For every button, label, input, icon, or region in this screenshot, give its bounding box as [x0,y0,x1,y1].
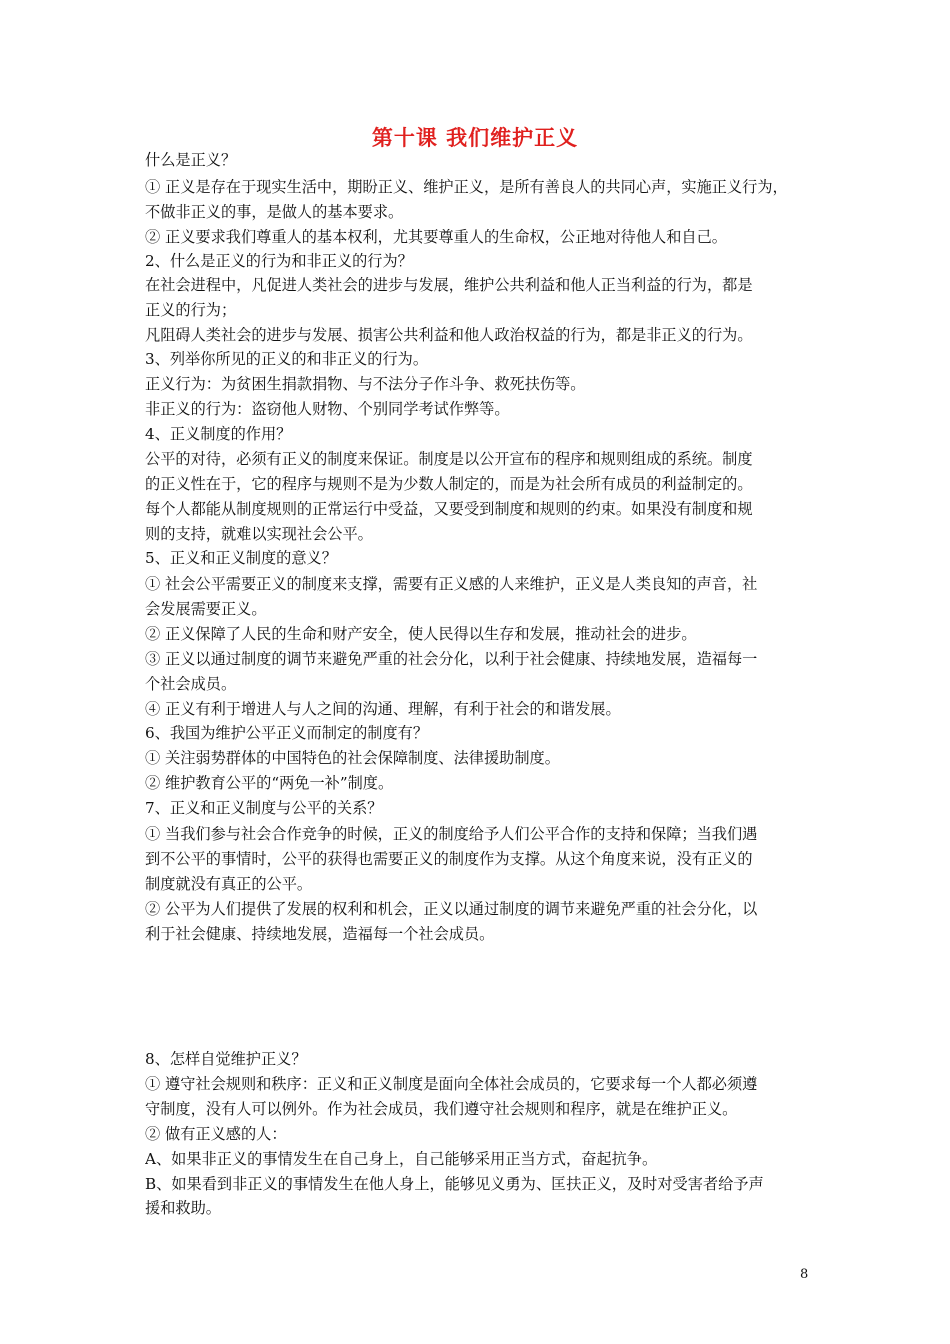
text-line: 个社会成员。 [145,675,237,693]
text-line: 制度就没有真正的公平。 [145,875,313,893]
text-line: 到不公平的事情时，公平的获得也需要正义的制度作为支撑。从这个角度来说，没有正义的 [145,850,753,868]
text-line: B、如果看到非正义的事情发生在他人身上，能够见义勇为、匡扶正义，及时对受害者给予声 [145,1175,764,1193]
text-line: 7、正义和正义制度与公平的关系？ [145,799,383,817]
text-line: 凡阻碍人类社会的进步与发展、损害公共利益和他人政治权益的行为，都是非正义的行为。 [145,326,753,344]
text-line: 会发展需要正义。 [145,600,267,618]
text-line: ② 公平为人们提供了发展的权利和机会，正义以通过制度的调节来避免严重的社会分化，以 [145,900,758,918]
text-line: ① 社会公平需要正义的制度来支撑，需要有正义感的人来维护，正义是人类良知的声音，社 [145,575,758,593]
text-line: 利于社会健康、持续地发展，造福每一个社会成员。 [145,925,495,943]
text-line: ③ 正义以通过制度的调节来避免严重的社会分化，以利于社会健康、持续地发展，造福每一 [145,650,758,668]
text-line: 援和救助。 [145,1199,221,1217]
text-line: 在社会进程中，凡促进人类社会的进步与发展，维护公共利益和他人正当利益的行为，都是 [145,276,753,294]
text-line: ① 正义是存在于现实生活中，期盼正义、维护正义，是所有善良人的共同心声，实施正义行为， [145,178,788,196]
text-line: 公平的对待，必须有正义的制度来保证。制度是以公开宣布的程序和规则组成的系统。制度 [145,450,753,468]
page-title: 第十课 我们维护正义 [371,125,579,150]
text-line: 的正义性在于，它的程序与规则不是为少数人制定的，而是为社会所有成员的利益制定的。 [145,475,753,493]
text-line: 正义的行为； [145,301,237,319]
text-line: 5、正义和正义制度的意义？ [145,549,337,567]
text-line: A、如果非正义的事情发生在自己身上，自己能够采用正当方式，奋起抗争。 [145,1150,658,1168]
text-line: 4、正义制度的作用？ [145,425,292,443]
text-line: ② 做有正义感的人： [145,1125,287,1143]
text-line: ② 正义要求我们尊重人的基本权利，尤其要尊重人的生命权，公正地对待他人和自己。 [145,228,727,246]
text-line: 8、怎样自觉维护正义？ [145,1050,307,1068]
text-line: 2、什么是正义的行为和非正义的行为？ [145,252,413,270]
text-line: 6、我国为维护公平正义而制定的制度有？ [145,724,429,742]
text-line: ④ 正义有利于增进人与人之间的沟通、理解，有利于社会的和谐发展。 [145,700,621,718]
text-line: 守制度，没有人可以例外。作为社会成员，我们遵守社会规则和程序，就是在维护正义。 [145,1100,738,1118]
text-line: ② 维护教育公平的“两免一补”制度。 [145,774,394,792]
text-line: ① 关注弱势群体的中国特色的社会保障制度、法律援助制度。 [145,749,560,767]
text-line: 则的支持，就难以实现社会公平。 [145,525,373,543]
text-line: ② 正义保障了人民的生命和财产安全，使人民得以生存和发展，推动社会的进步。 [145,625,697,643]
text-line: 不做非正义的事，是做人的基本要求。 [145,203,404,221]
text-line: 正义行为：为贫困生捐款捐物、与不法分子作斗争、救死扶伤等。 [145,375,586,393]
text-line: ① 遵守社会规则和秩序：正义和正义制度是面向全体社会成员的，它要求每一个人都必须遵 [145,1075,758,1093]
page-number: 8 [800,1267,809,1282]
text-line: 每个人都能从制度规则的正常运行中受益，又要受到制度和规则的约束。如果没有制度和规 [145,500,753,518]
text-line: 3、列举你所见的正义的和非正义的行为。 [145,350,429,368]
text-line: 什么是正义？ [145,151,237,169]
text-line: 非正义的行为：盗窃他人财物、个别同学考试作弊等。 [145,400,510,418]
text-line: ① 当我们参与社会合作竞争的时候，正义的制度给予人们公平合作的支持和保障；当我们遇 [145,825,758,843]
